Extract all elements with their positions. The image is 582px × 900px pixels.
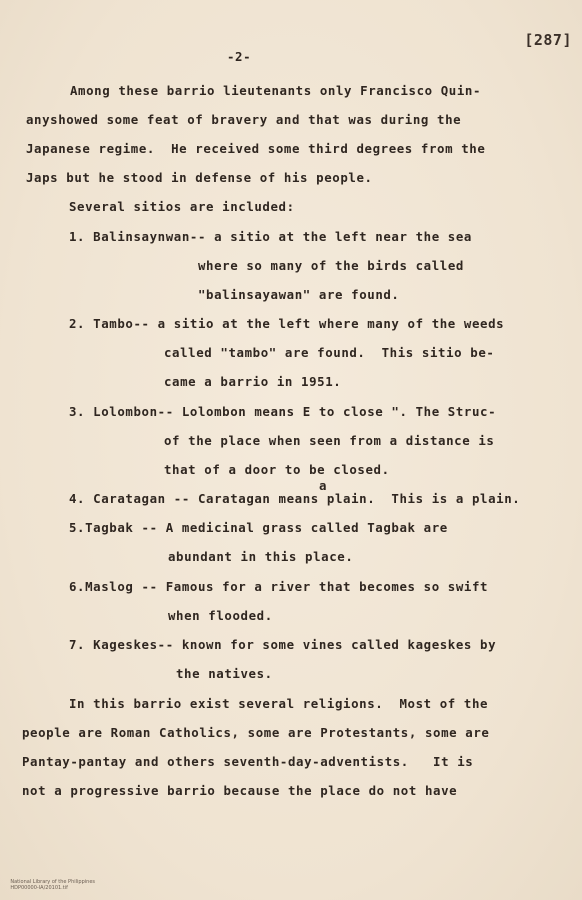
archive-page-mark: [287] xyxy=(524,31,572,49)
list-item-1: 1. Balinsaynwan-- a sitio at the left near the sea xyxy=(69,229,472,244)
list-item-2-cont-1: called "tambo" are found. This sitio be- xyxy=(164,345,495,360)
list-item-3-cont-1: of the place when seen from a distance is xyxy=(164,433,495,448)
list-item-3: 3. Lolombon-- Lolombon means E to close ". The Struc- xyxy=(69,404,497,419)
text-line-24: people are Roman Catholics, some are Protestants, some are xyxy=(22,725,490,740)
list-item-6: 6.Maslog -- Famous for a river that becomes so swift xyxy=(69,579,489,594)
list-item-5: 5.Tagbak -- A medicinal grass called Tagbak are xyxy=(69,520,448,535)
footer-code: HDP00000-IA/20101.tif xyxy=(10,885,68,891)
list-item-1-cont-1: where so many of the birds called xyxy=(198,258,464,273)
text-line-1: Among these barrio lieutenants only Francisco Quin- xyxy=(70,83,482,98)
text-line-26: not a progressive barrio because the place do not have xyxy=(22,783,458,798)
text-line-4: Japs but he stood in defense of his people. xyxy=(26,170,373,185)
footer-library: National Library of the Philippines xyxy=(10,879,95,885)
text-line-5: Several sitios are included: xyxy=(69,199,295,214)
scan-footer xyxy=(4,873,109,897)
list-item-6-cont: when flooded. xyxy=(168,608,273,623)
handwritten-insertion: a xyxy=(319,478,328,493)
text-line-3: Japanese regime. He received some third degrees from the xyxy=(26,141,486,156)
page-number: -2- xyxy=(227,49,252,64)
list-item-4: 4. Caratagan -- Caratagan means plain. This is a plain. xyxy=(69,491,521,506)
list-item-3-cont-2: that of a door to be closed. xyxy=(164,462,390,477)
text-line-23: In this barrio exist several religions. Most of the xyxy=(69,696,489,711)
list-item-7: 7. Kageskes-- known for some vines called kageskes by xyxy=(69,637,497,652)
list-item-2-cont-2: came a barrio in 1951. xyxy=(164,374,342,389)
text-line-2: anyshowed some feat of bravery and that was during the xyxy=(26,112,462,127)
list-item-7-cont: the natives. xyxy=(176,666,273,681)
list-item-2: 2. Tambo-- a sitio at the left where many of the weeds xyxy=(69,316,505,331)
text-line-25: Pantay-pantay and others seventh-day-adventists. It is xyxy=(22,754,474,769)
list-item-5-cont: abundant in this place. xyxy=(168,549,354,564)
list-item-1-cont-2: "balinsayawan" are found. xyxy=(198,287,400,302)
